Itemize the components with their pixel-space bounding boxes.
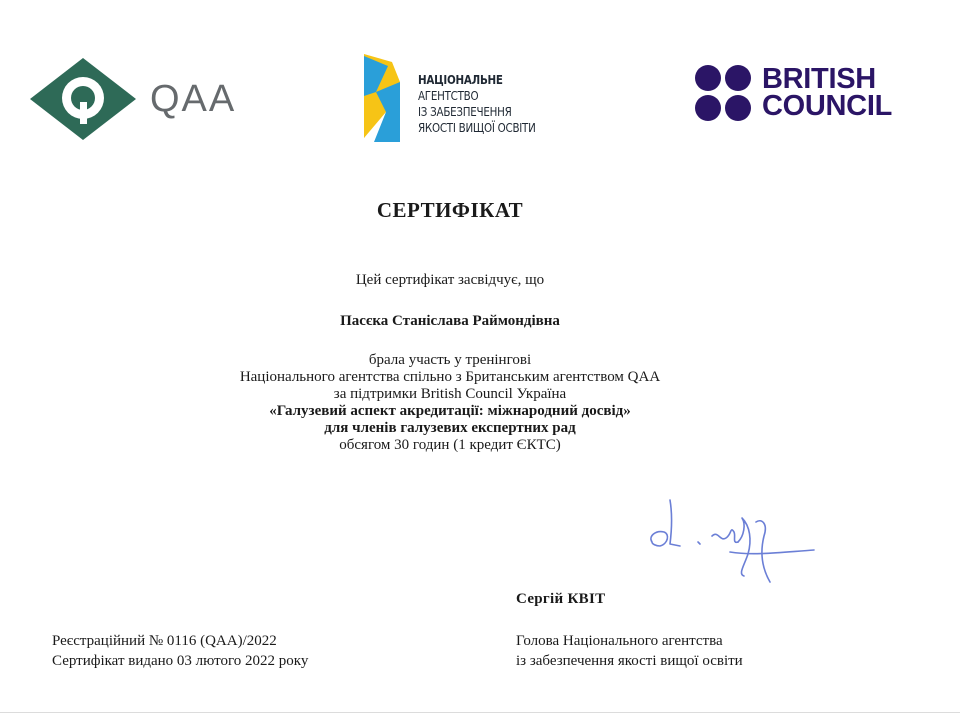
registration-number: Реєстраційний № 0116 (QAA)/2022 (52, 633, 277, 649)
audience-text: для членів галузевих експертних рад (324, 420, 576, 436)
bc-line-1: BRITISH (762, 63, 876, 95)
intro-text: Цей сертифікат засвідчує, що (355, 272, 545, 288)
british-council-dots-icon (694, 64, 752, 122)
national-agency-emblem-icon (362, 52, 402, 144)
qaa-wordmark: QAA (150, 77, 237, 120)
handwritten-signature (646, 496, 818, 586)
training-title: «Галузевий аспект акредитації: міжнародний досвід» (269, 403, 631, 419)
agency-line-1: НАЦІОНАЛЬНЕ (418, 73, 503, 87)
issue-date: Сертифікат видано 03 лютого 2022 року (52, 653, 309, 669)
volume-text: обсягом 30 годин (1 кредит ЄКТС) (339, 437, 561, 453)
certificate-title: СЕРТИФІКАТ (376, 198, 524, 222)
british-council-logo (694, 64, 892, 122)
national-agency-logo (362, 52, 555, 144)
signer-position (516, 631, 743, 671)
recipient-block (0, 313, 900, 330)
agency-line-2: АГЕНТСТВО (418, 89, 479, 103)
national-agency-wordmark (418, 72, 555, 136)
signer-name: Сергій КВІТ (516, 591, 606, 607)
british-council-wordmark (762, 63, 893, 122)
bc-line-2: COUNCIL (762, 90, 893, 122)
qaa-diamond-icon (30, 58, 136, 140)
organizer-text: Національного агентства спільно з Британським агентством QAA (239, 369, 661, 385)
training-details (0, 352, 900, 454)
position-line-1: Голова Національного агентства (516, 633, 723, 649)
registration-block (52, 631, 308, 671)
intro-block (0, 272, 900, 289)
qaa-logo (30, 58, 236, 140)
agency-line-3: ІЗ ЗАБЕЗПЕЧЕННЯ (418, 105, 512, 119)
position-line-2: із забезпечення якості вищої освіти (516, 653, 743, 669)
participation-text: брала участь у тренінгові (368, 352, 532, 368)
support-text: за підтримки British Council Україна (333, 386, 567, 402)
recipient-name: Пасєка Станіслава Раймондівна (340, 313, 560, 329)
bottom-divider (0, 712, 960, 713)
agency-line-4: ЯКОСТІ ВИЩОЇ ОСВІТИ (418, 121, 536, 135)
